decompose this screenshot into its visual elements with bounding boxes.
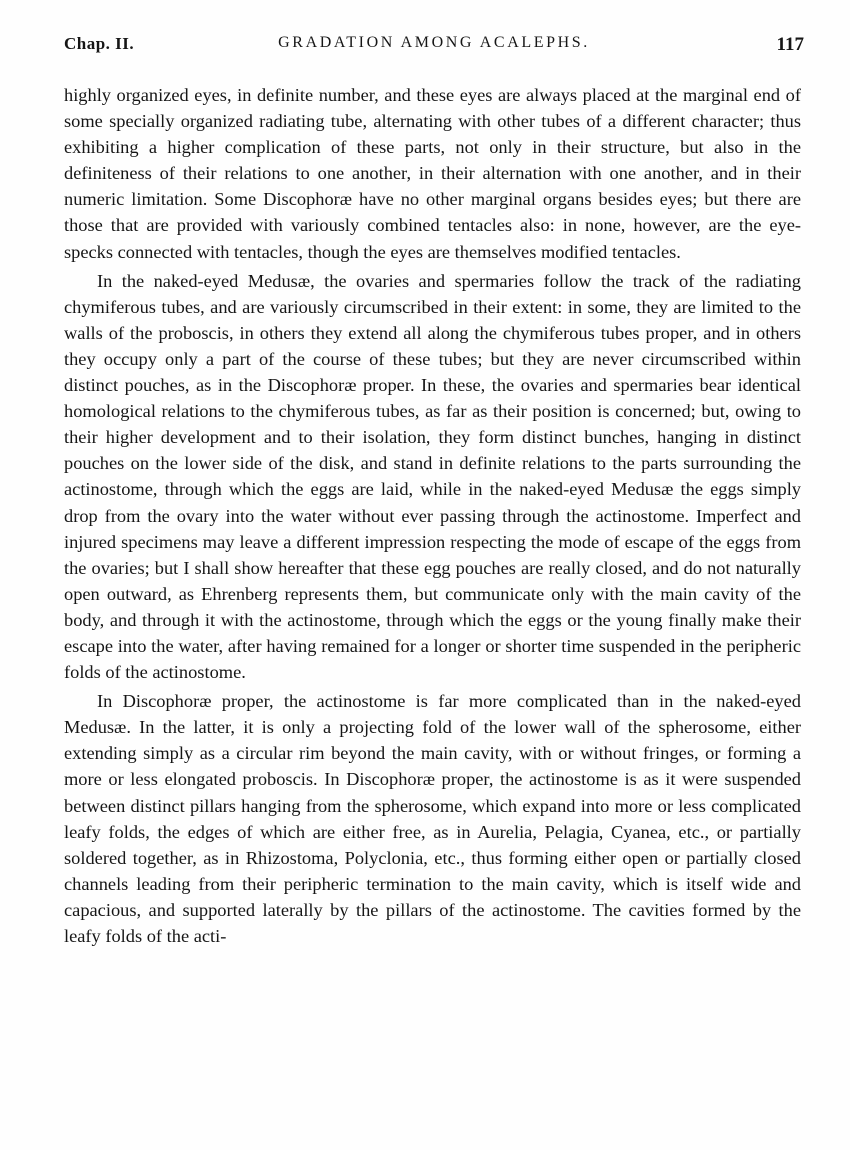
paragraph-ovaries: In the naked-eyed Medusæ, the ovaries and spermaries follow the track of the radiating chymiferous tubes, and are variously circumscribed in their extent: in some, they are limited to the walls of the proboscis, in others they extend all along the chymiferous tubes proper, and in others they occupy only a part of the course of these tubes; but they are never circumscribed within distinct pouches, as in the Discophoræ proper. In these, the ovaries and spermaries bear identical homological relations to the chymiferous tubes, as far as their position is concerned; but, owing to their higher development and to their isolation, they form distinct bunches, hanging in distinct pouches on the lower side of the disk, and stand in definite relations to the parts surrounding the actinostome, through which the eggs are laid, while in the naked-eyed Medusæ the eggs simply drop from the ovary into the water without ever passing through the actinostome. Imperfect and injured specimens may leave a different impression respecting the mode of escape of the eggs from the ovaries; but I shall show hereafter that these egg pouches are really closed, and do not naturally open outward, as Ehrenberg represents them, but communicate only with the main cavity of the body, and through it with the actinostome, through which the eggs or the young finally make their escape into the water, after having remained for a longer or shorter time suspended in the peripheric folds of the actinostome.	[64, 270, 801, 683]
running-title: GRADATION AMONG ACALEPHS.	[278, 34, 590, 51]
paragraph-eyes: highly organized eyes, in definite number, and these eyes are always placed at the marginal end of some specially organized radiating tube, alternating with other tubes of a different character; thus exhibiting a higher complication of these parts, not only in their structure, but also in the definiteness of their relations to one another, in their alternation with one another, and in their numeric limitation. Some Discophoræ have no other marginal organs besides eyes; but there are those that are provided with variously combined tentacles also: in none, however, are the eye-specks connected with tentacles, though the eyes are themselves modified tentacles.	[64, 85, 801, 262]
running-head	[64, 34, 804, 60]
chapter-label: Chap. II.	[64, 34, 135, 53]
body-text	[64, 82, 801, 949]
paragraph-actinostome: In Discophoræ proper, the actinostome is far more complicated than in the naked-eyed Medusæ. In the latter, it is only a projecting fold of the lower wall of the spherosome, either extending simply as a circular rim beyond the main cavity, with or without fringes, or forming a more or less elongated proboscis. In Discophoræ proper, the actinostome is as it were suspended between distinct pillars hanging from the spherosome, which expand into more or less complicated leafy folds, the edges of which are either free, as in Aurelia, Pelagia, Cyanea, etc., or partially soldered together, as in Rhizostoma, Polyclonia, etc., thus forming either open or partially closed channels leading from their peripheric termination to the main cavity, which is itself wide and capacious, and supported laterally by the pillars of the actinostome. The cavities formed by the leafy folds of the acti-	[64, 691, 801, 946]
page-number: 117	[776, 34, 804, 55]
